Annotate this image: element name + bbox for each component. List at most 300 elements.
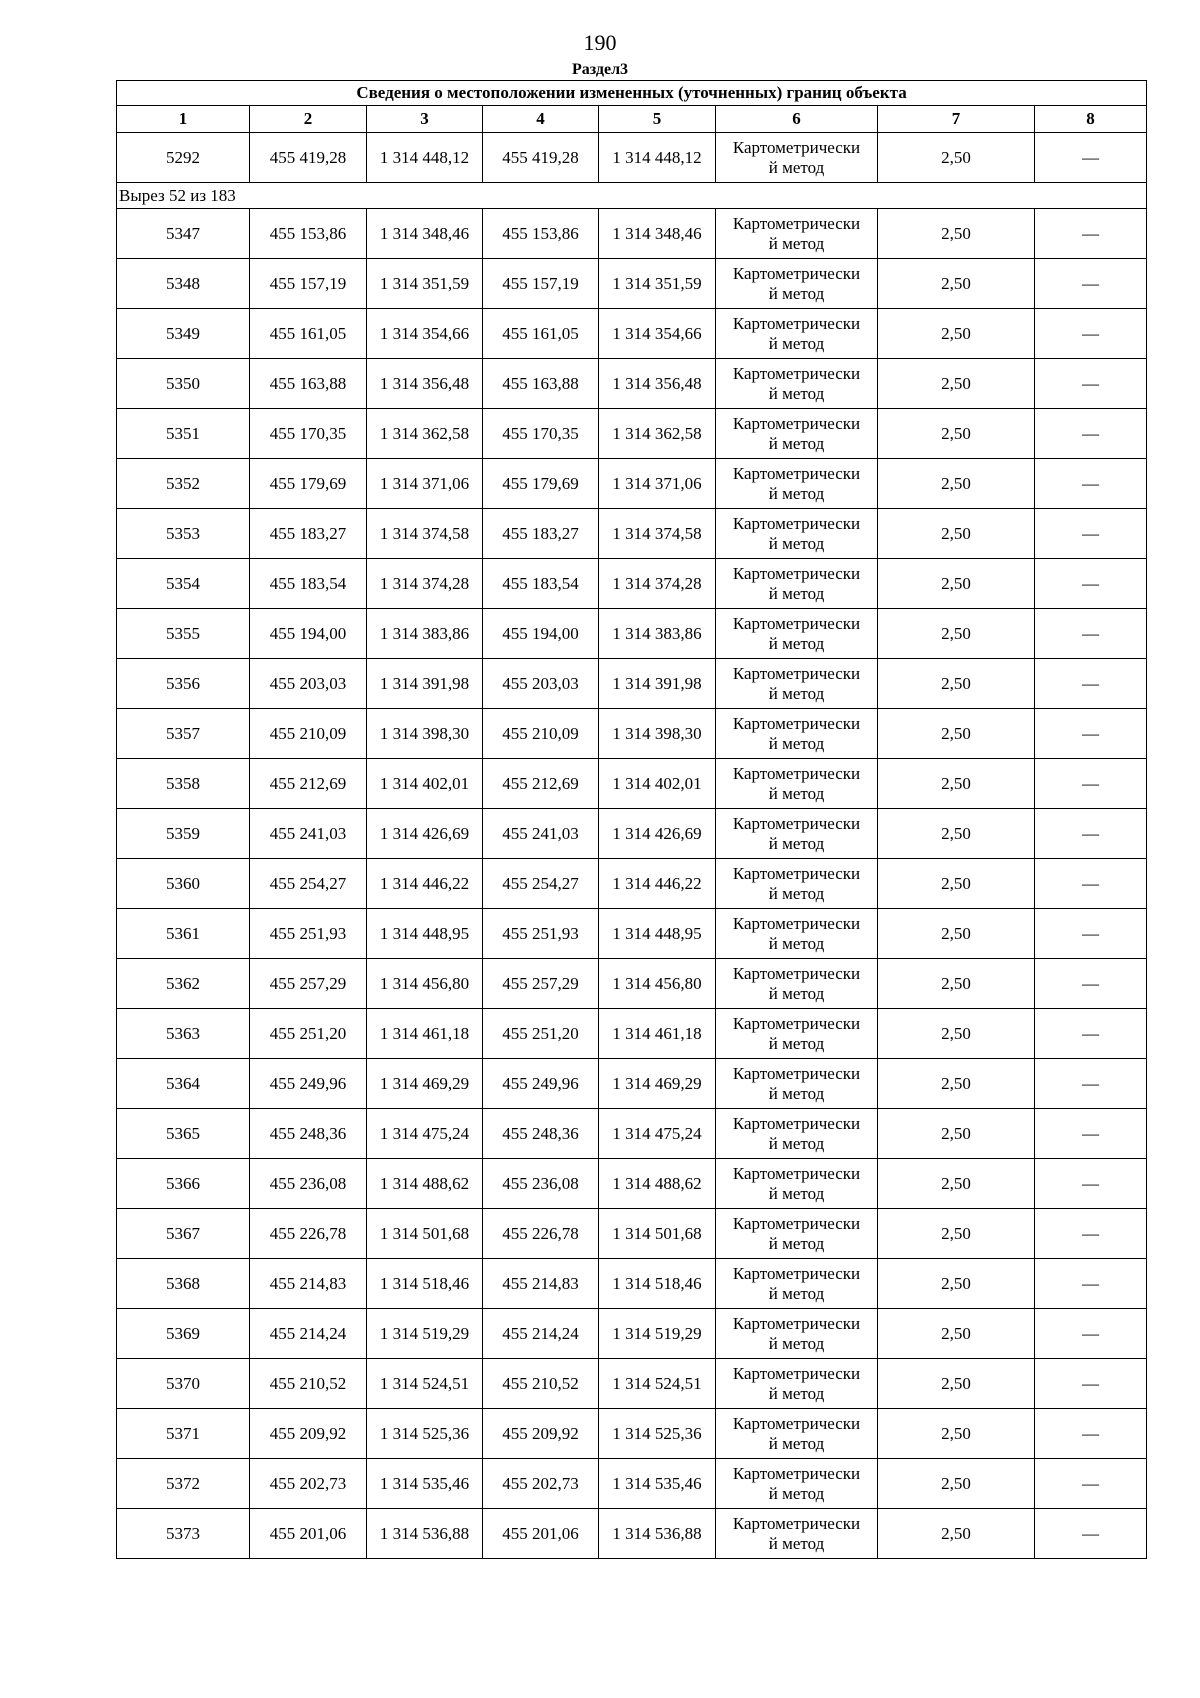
point-number-cell: 5357	[117, 709, 250, 759]
method-line: Картометрически	[732, 1163, 861, 1183]
coord-cell: 455 157,19	[483, 259, 599, 309]
coord-cell: 1 314 351,59	[367, 259, 483, 309]
coord-cell: 1 314 488,62	[599, 1159, 716, 1209]
coord-cell: 1 314 398,30	[599, 709, 716, 759]
method-cell	[716, 1459, 878, 1509]
coord-cell: 455 183,54	[250, 559, 367, 609]
coord-cell: 1 314 371,06	[599, 459, 716, 509]
coord-cell: 455 236,08	[250, 1159, 367, 1209]
note-cell: —	[1035, 859, 1147, 909]
coord-cell: 1 314 426,69	[367, 809, 483, 859]
accuracy-cell: 2,50	[878, 959, 1035, 1009]
method-cell	[716, 659, 878, 709]
coord-cell: 1 314 356,48	[367, 359, 483, 409]
coord-cell: 1 314 362,58	[367, 409, 483, 459]
point-number-cell: 5365	[117, 1109, 250, 1159]
note-cell: —	[1035, 709, 1147, 759]
coord-cell: 1 314 518,46	[367, 1259, 483, 1309]
method-line: й метод	[768, 1483, 825, 1503]
point-number-cell: 5363	[117, 1009, 250, 1059]
method-line: Картометрически	[732, 1263, 861, 1283]
method-line: Картометрически	[732, 1413, 861, 1433]
method-cell	[716, 209, 878, 259]
note-cell: —	[1035, 609, 1147, 659]
table-row	[117, 1009, 1147, 1059]
accuracy-cell: 2,50	[878, 259, 1035, 309]
point-number-cell: 5351	[117, 409, 250, 459]
point-number-cell: 5352	[117, 459, 250, 509]
table-row	[117, 1359, 1147, 1409]
accuracy-cell: 2,50	[878, 1309, 1035, 1359]
method-line: й метод	[768, 883, 825, 903]
coord-cell: 455 214,24	[483, 1309, 599, 1359]
accuracy-cell: 2,50	[878, 809, 1035, 859]
coord-cell: 1 314 362,58	[599, 409, 716, 459]
point-number-cell: 5368	[117, 1259, 250, 1309]
accuracy-cell: 2,50	[878, 709, 1035, 759]
coord-cell: 455 214,83	[250, 1259, 367, 1309]
method-line: й метод	[768, 383, 825, 403]
column-number: 1	[117, 106, 250, 133]
method-cell	[716, 259, 878, 309]
table-row	[117, 1159, 1147, 1209]
coord-cell: 1 314 469,29	[367, 1059, 483, 1109]
coord-cell: 455 226,78	[483, 1209, 599, 1259]
coord-cell: 1 314 525,36	[599, 1409, 716, 1459]
coord-cell: 455 249,96	[250, 1059, 367, 1109]
coord-cell: 1 314 374,28	[367, 559, 483, 609]
coord-cell: 455 179,69	[250, 459, 367, 509]
note-cell: —	[1035, 1209, 1147, 1259]
method-line: й метод	[768, 583, 825, 603]
table-row	[117, 1509, 1147, 1559]
coord-cell: 1 314 524,51	[367, 1359, 483, 1409]
coord-cell: 455 254,27	[250, 859, 367, 909]
boundary-coordinates-table	[116, 80, 1147, 1559]
method-line: й метод	[768, 1383, 825, 1403]
method-cell	[716, 409, 878, 459]
note-cell: —	[1035, 209, 1147, 259]
table-caption-row	[117, 81, 1147, 106]
coord-cell: 455 170,35	[250, 409, 367, 459]
page-number: 190	[583, 30, 617, 55]
coord-cell: 1 314 456,80	[599, 959, 716, 1009]
method-line: й метод	[768, 1433, 825, 1453]
coord-cell: 455 419,28	[483, 133, 599, 183]
note-cell: —	[1035, 259, 1147, 309]
table-row	[117, 409, 1147, 459]
method-line: й метод	[768, 1083, 825, 1103]
coord-cell: 455 257,29	[250, 959, 367, 1009]
method-line: й метод	[768, 157, 825, 177]
method-cell	[716, 1109, 878, 1159]
point-number-cell: 5292	[117, 133, 250, 183]
method-cell	[716, 509, 878, 559]
method-line: й метод	[768, 633, 825, 653]
note-cell: —	[1035, 1409, 1147, 1459]
table-row	[117, 309, 1147, 359]
method-line: й метод	[768, 1033, 825, 1053]
method-cell	[716, 959, 878, 1009]
coord-cell: 455 251,93	[250, 909, 367, 959]
note-cell: —	[1035, 559, 1147, 609]
accuracy-cell: 2,50	[878, 209, 1035, 259]
method-line: Картометрически	[732, 137, 861, 157]
point-number-cell: 5356	[117, 659, 250, 709]
coord-cell: 455 179,69	[483, 459, 599, 509]
method-line: Картометрически	[732, 613, 861, 633]
coord-cell: 455 202,73	[483, 1459, 599, 1509]
coord-cell: 455 251,20	[250, 1009, 367, 1059]
point-number-cell: 5364	[117, 1059, 250, 1109]
column-number: 5	[599, 106, 716, 133]
method-line: й метод	[768, 1183, 825, 1203]
note-cell: —	[1035, 759, 1147, 809]
note-cell: —	[1035, 1109, 1147, 1159]
coord-cell: 455 161,05	[483, 309, 599, 359]
accuracy-cell: 2,50	[878, 133, 1035, 183]
method-line: й метод	[768, 533, 825, 553]
point-number-cell: 5371	[117, 1409, 250, 1459]
method-cell	[716, 609, 878, 659]
method-line: й метод	[768, 1133, 825, 1153]
coord-cell: 1 314 348,46	[367, 209, 483, 259]
point-number-cell: 5355	[117, 609, 250, 659]
method-cell	[716, 1209, 878, 1259]
table-row	[117, 1209, 1147, 1259]
method-line: Картометрически	[732, 563, 861, 583]
accuracy-cell: 2,50	[878, 1209, 1035, 1259]
method-line: й метод	[768, 1533, 825, 1553]
coord-cell: 455 209,92	[483, 1409, 599, 1459]
coord-cell: 455 419,28	[250, 133, 367, 183]
column-number: 6	[716, 106, 878, 133]
coord-cell: 1 314 525,36	[367, 1409, 483, 1459]
accuracy-cell: 2,50	[878, 359, 1035, 409]
method-cell	[716, 559, 878, 609]
table-row	[117, 659, 1147, 709]
method-line: Картометрически	[732, 263, 861, 283]
coord-cell: 1 314 536,88	[367, 1509, 483, 1559]
table-row	[117, 609, 1147, 659]
coord-cell: 1 314 391,98	[599, 659, 716, 709]
method-line: й метод	[768, 683, 825, 703]
point-number-cell: 5350	[117, 359, 250, 409]
coord-cell: 455 210,52	[250, 1359, 367, 1409]
column-number: 7	[878, 106, 1035, 133]
coord-cell: 1 314 374,28	[599, 559, 716, 609]
note-cell: —	[1035, 1309, 1147, 1359]
column-number: 8	[1035, 106, 1147, 133]
accuracy-cell: 2,50	[878, 1059, 1035, 1109]
note-cell: —	[1035, 1009, 1147, 1059]
method-line: Картометрически	[732, 1463, 861, 1483]
coord-cell: 1 314 461,18	[599, 1009, 716, 1059]
coord-cell: 455 241,03	[483, 809, 599, 859]
note-cell: —	[1035, 359, 1147, 409]
excerpt-label: Вырез 52 из 183	[117, 183, 1147, 209]
accuracy-cell: 2,50	[878, 1159, 1035, 1209]
coord-cell: 1 314 475,24	[367, 1109, 483, 1159]
coord-cell: 455 210,09	[250, 709, 367, 759]
coord-cell: 1 314 383,86	[367, 609, 483, 659]
accuracy-cell: 2,50	[878, 1459, 1035, 1509]
accuracy-cell: 2,50	[878, 409, 1035, 459]
table-row	[117, 909, 1147, 959]
method-cell	[716, 1309, 878, 1359]
table-row	[117, 1059, 1147, 1109]
coord-cell: 455 249,96	[483, 1059, 599, 1109]
method-line: й метод	[768, 433, 825, 453]
coord-cell: 1 314 348,46	[599, 209, 716, 259]
point-number-cell: 5353	[117, 509, 250, 559]
coord-cell: 1 314 519,29	[367, 1309, 483, 1359]
point-number-cell: 5359	[117, 809, 250, 859]
point-number-cell: 5370	[117, 1359, 250, 1409]
table-row	[117, 1459, 1147, 1509]
method-line: Картометрически	[732, 963, 861, 983]
point-number-cell: 5354	[117, 559, 250, 609]
method-cell	[716, 459, 878, 509]
method-line: Картометрически	[732, 463, 861, 483]
column-number: 3	[367, 106, 483, 133]
coord-cell: 455 251,20	[483, 1009, 599, 1059]
method-line: й метод	[768, 733, 825, 753]
coord-cell: 1 314 391,98	[367, 659, 483, 709]
method-line: Картометрически	[732, 413, 861, 433]
coord-cell: 1 314 351,59	[599, 259, 716, 309]
method-cell	[716, 1359, 878, 1409]
accuracy-cell: 2,50	[878, 559, 1035, 609]
method-cell	[716, 1059, 878, 1109]
table-row	[117, 1109, 1147, 1159]
method-line: й метод	[768, 933, 825, 953]
coord-cell: 455 153,86	[250, 209, 367, 259]
coord-cell: 1 314 488,62	[367, 1159, 483, 1209]
coord-cell: 455 257,29	[483, 959, 599, 1009]
note-cell: —	[1035, 1059, 1147, 1109]
coord-cell: 1 314 374,58	[599, 509, 716, 559]
coord-cell: 455 201,06	[250, 1509, 367, 1559]
coord-cell: 455 183,27	[250, 509, 367, 559]
method-line: Картометрически	[732, 713, 861, 733]
coord-cell: 1 314 446,22	[367, 859, 483, 909]
column-number-row	[117, 106, 1147, 133]
accuracy-cell: 2,50	[878, 1259, 1035, 1309]
table-row	[117, 459, 1147, 509]
accuracy-cell: 2,50	[878, 609, 1035, 659]
coord-cell: 1 314 501,68	[367, 1209, 483, 1259]
method-line: Картометрически	[732, 913, 861, 933]
coord-cell: 455 157,19	[250, 259, 367, 309]
method-line: Картометрически	[732, 1063, 861, 1083]
coord-cell: 455 241,03	[250, 809, 367, 859]
coord-cell: 1 314 461,18	[367, 1009, 483, 1059]
coord-cell: 1 314 402,01	[599, 759, 716, 809]
coord-cell: 455 212,69	[483, 759, 599, 809]
method-line: й метод	[768, 983, 825, 1003]
note-cell: —	[1035, 459, 1147, 509]
coord-cell: 1 314 501,68	[599, 1209, 716, 1259]
section-title: Раздел3	[571, 61, 629, 78]
table-row	[117, 209, 1147, 259]
coord-cell: 1 314 354,66	[599, 309, 716, 359]
method-cell	[716, 809, 878, 859]
method-line: Картометрически	[732, 1213, 861, 1233]
method-line: Картометрически	[732, 1513, 861, 1533]
method-cell	[716, 1159, 878, 1209]
accuracy-cell: 2,50	[878, 909, 1035, 959]
note-cell: —	[1035, 809, 1147, 859]
coord-cell: 1 314 398,30	[367, 709, 483, 759]
point-number-cell: 5372	[117, 1459, 250, 1509]
coord-cell: 455 201,06	[483, 1509, 599, 1559]
coord-cell: 455 170,35	[483, 409, 599, 459]
coord-cell: 1 314 469,29	[599, 1059, 716, 1109]
note-cell: —	[1035, 309, 1147, 359]
coord-cell: 1 314 446,22	[599, 859, 716, 909]
method-cell	[716, 709, 878, 759]
accuracy-cell: 2,50	[878, 759, 1035, 809]
coord-cell: 455 251,93	[483, 909, 599, 959]
method-line: Картометрически	[732, 763, 861, 783]
coord-cell: 1 314 371,06	[367, 459, 483, 509]
note-cell: —	[1035, 909, 1147, 959]
point-number-cell: 5349	[117, 309, 250, 359]
coord-cell: 455 214,83	[483, 1259, 599, 1309]
coord-cell: 455 163,88	[483, 359, 599, 409]
accuracy-cell: 2,50	[878, 1009, 1035, 1059]
coord-cell: 455 203,03	[250, 659, 367, 709]
point-number-cell: 5347	[117, 209, 250, 259]
method-line: й метод	[768, 233, 825, 253]
method-line: Картометрически	[732, 813, 861, 833]
method-line: Картометрически	[732, 1113, 861, 1133]
accuracy-cell: 2,50	[878, 309, 1035, 359]
note-cell: —	[1035, 1509, 1147, 1559]
table-row	[117, 709, 1147, 759]
coord-cell: 1 314 448,95	[367, 909, 483, 959]
method-cell	[716, 1009, 878, 1059]
method-line: Картометрически	[732, 313, 861, 333]
point-number-cell: 5362	[117, 959, 250, 1009]
coord-cell: 455 226,78	[250, 1209, 367, 1259]
coord-cell: 1 314 402,01	[367, 759, 483, 809]
coord-cell: 455 163,88	[250, 359, 367, 409]
method-line: Картометрически	[732, 863, 861, 883]
coord-cell: 1 314 524,51	[599, 1359, 716, 1409]
coord-cell: 1 314 456,80	[367, 959, 483, 1009]
method-line: Картометрически	[732, 513, 861, 533]
coord-cell: 455 194,00	[483, 609, 599, 659]
note-cell: —	[1035, 659, 1147, 709]
coord-cell: 1 314 536,88	[599, 1509, 716, 1559]
coord-cell: 1 314 519,29	[599, 1309, 716, 1359]
note-cell: —	[1035, 1359, 1147, 1409]
method-cell	[716, 133, 878, 183]
note-cell: —	[1035, 509, 1147, 559]
table-row	[117, 759, 1147, 809]
coord-cell: 455 214,24	[250, 1309, 367, 1359]
table-row	[117, 809, 1147, 859]
method-cell	[716, 359, 878, 409]
table-row	[117, 359, 1147, 409]
coord-cell: 455 248,36	[250, 1109, 367, 1159]
accuracy-cell: 2,50	[878, 1359, 1035, 1409]
point-number-cell: 5358	[117, 759, 250, 809]
coord-cell: 455 153,86	[483, 209, 599, 259]
coord-cell: 455 254,27	[483, 859, 599, 909]
accuracy-cell: 2,50	[878, 659, 1035, 709]
method-line: й метод	[768, 483, 825, 503]
method-cell	[716, 309, 878, 359]
note-cell: —	[1035, 1159, 1147, 1209]
accuracy-cell: 2,50	[878, 1509, 1035, 1559]
method-cell	[716, 759, 878, 809]
coord-cell: 455 210,09	[483, 709, 599, 759]
coord-cell: 455 248,36	[483, 1109, 599, 1159]
coord-cell: 1 314 426,69	[599, 809, 716, 859]
method-cell	[716, 909, 878, 959]
point-number-cell: 5373	[117, 1509, 250, 1559]
coord-cell: 1 314 383,86	[599, 609, 716, 659]
method-line: Картометрически	[732, 1013, 861, 1033]
coord-cell: 1 314 448,95	[599, 909, 716, 959]
accuracy-cell: 2,50	[878, 859, 1035, 909]
note-cell: —	[1035, 1459, 1147, 1509]
accuracy-cell: 2,50	[878, 1409, 1035, 1459]
method-line: Картометрически	[732, 213, 861, 233]
method-line: й метод	[768, 333, 825, 353]
method-line: Картометрически	[732, 663, 861, 683]
coord-cell: 455 203,03	[483, 659, 599, 709]
coord-cell: 1 314 354,66	[367, 309, 483, 359]
coord-cell: 455 212,69	[250, 759, 367, 809]
coord-cell: 1 314 448,12	[599, 133, 716, 183]
point-number-cell: 5360	[117, 859, 250, 909]
coord-cell: 1 314 448,12	[367, 133, 483, 183]
point-number-cell: 5366	[117, 1159, 250, 1209]
table-row	[117, 559, 1147, 609]
point-number-cell: 5369	[117, 1309, 250, 1359]
accuracy-cell: 2,50	[878, 509, 1035, 559]
table-row	[117, 509, 1147, 559]
column-number: 4	[483, 106, 599, 133]
coord-cell: 1 314 475,24	[599, 1109, 716, 1159]
note-cell: —	[1035, 959, 1147, 1009]
note-cell: —	[1035, 409, 1147, 459]
method-line: Картометрически	[732, 1313, 861, 1333]
method-line: й метод	[768, 1233, 825, 1253]
method-line: Картометрически	[732, 1363, 861, 1383]
coord-cell: 455 183,54	[483, 559, 599, 609]
accuracy-cell: 2,50	[878, 1109, 1035, 1159]
coord-cell: 455 209,92	[250, 1409, 367, 1459]
point-number-cell: 5367	[117, 1209, 250, 1259]
method-cell	[716, 1409, 878, 1459]
point-number-cell: 5361	[117, 909, 250, 959]
excerpt-row	[117, 183, 1147, 209]
table-row	[117, 859, 1147, 909]
coord-cell: 1 314 535,46	[599, 1459, 716, 1509]
method-line: й метод	[768, 833, 825, 853]
table-row	[117, 259, 1147, 309]
coord-cell: 1 314 518,46	[599, 1259, 716, 1309]
method-line: й метод	[768, 1283, 825, 1303]
method-line: й метод	[768, 783, 825, 803]
table-row	[117, 1259, 1147, 1309]
method-cell	[716, 1509, 878, 1559]
